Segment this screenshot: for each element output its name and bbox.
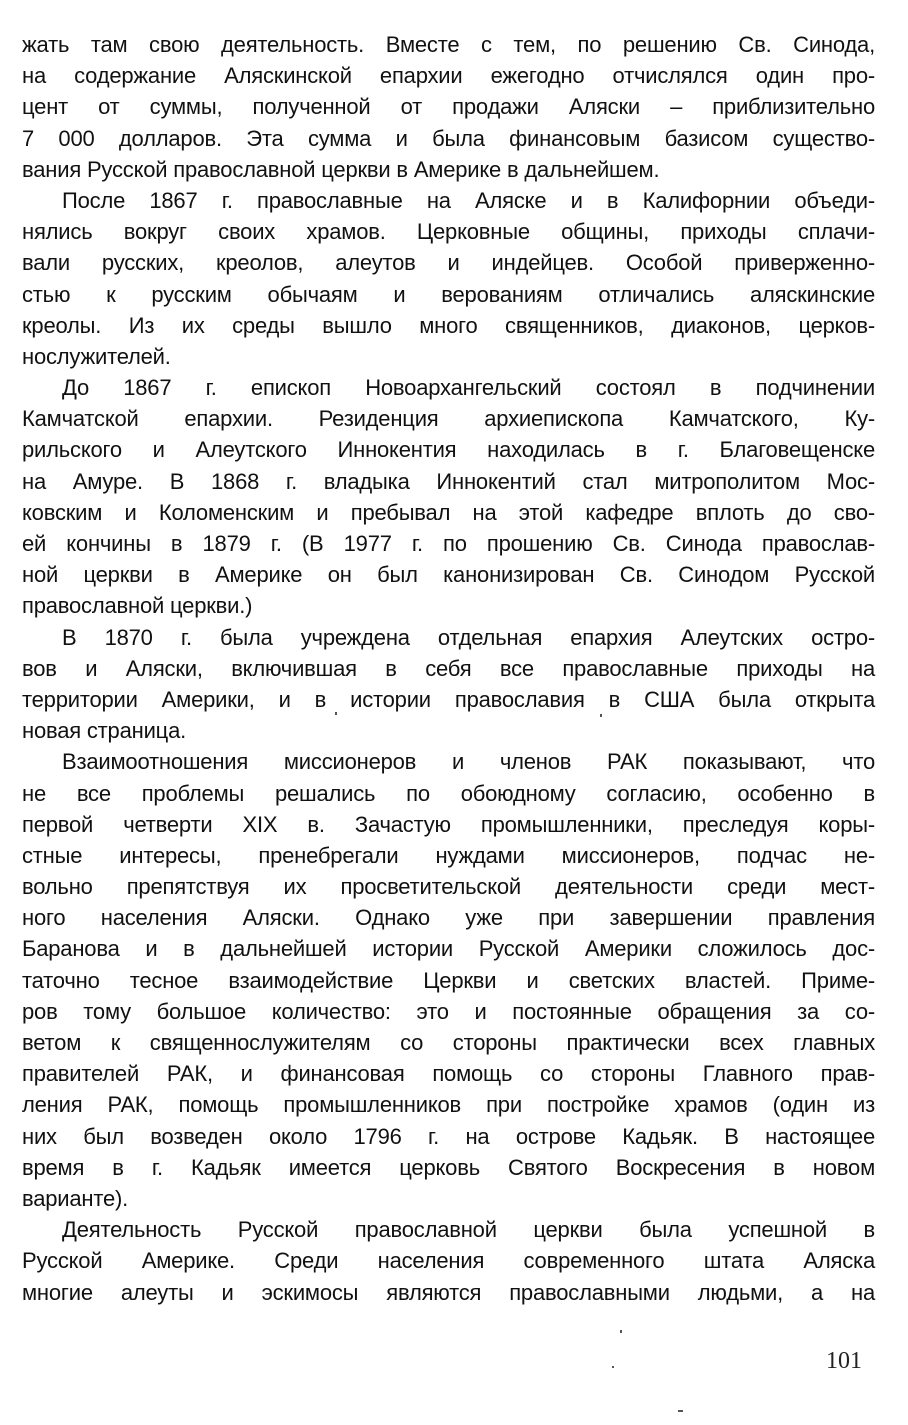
text-line: варианте). [22,1185,129,1211]
text-line: стью к русским обычаям и верованиям отличались аляскинские [22,281,875,307]
text-line: многие алеуты и эскимосы являются православными людьми, а на [22,1279,875,1305]
text-line: нослужителей. [22,343,171,369]
text-line: ного населения Аляски. Однако уже при завершении правления [22,905,875,931]
text-line: креолы. Из их среды вышло много священников, диаконов, церков- [22,312,875,338]
text-line: ей кончины в 1879 г. (В 1977 г. по прошению Св. Синода православ- [22,531,875,556]
text-line: не все проблемы решались по обоюдному согласию, особенно в [22,780,875,806]
scan-speck [612,1366,614,1368]
text-line: После 1867 г. православные на Аляске и в Калифорнии объеди- [62,187,875,213]
text-line: В 1870 г. была учреждена отдельная епархия Алеутских остро- [62,624,875,650]
text-line: Баранова и в дальнейшей истории Русской Америки сложилось дос- [22,936,875,962]
paragraph [22,1214,875,1308]
text-line: ров тому большое количество: это и постоянные обращения за со- [22,998,875,1024]
text-line: на Амуре. В 1868 г. владыка Иннокентий стал митрополитом Мос- [22,468,875,494]
text-line: таточно тесное взаимодействие Церкви и светских властей. Приме- [22,967,875,993]
text-line: жать там свою деятельность. Вместе с тем, по решению Св. Синода, [22,32,875,57]
text-line: вания Русской православной церкви в Америке в дальнейшем. [22,156,660,182]
paragraph [22,29,875,185]
text-line: них был возведен около 1796 г. на острове Кадьяк. В настоящее [22,1123,875,1149]
text-line: ковским и Коломенским и пребывал на этой кафедре вплоть до сво- [22,499,875,525]
text-line: 7 000 долларов. Эта сумма и была финансовым базисом существо- [22,125,875,151]
text-line: Взаимоотношения миссионеров и членов РАК показывают, что [62,749,875,775]
text-line: До 1867 г. епископ Новоархангельский состоял в подчинении [62,375,875,401]
text-line: территории Америки, и в истории православия в США была открыта [22,686,875,712]
text-line: вольно препятствуя их просветительской деятельности среди мест- [22,874,875,900]
text-line: ной церкви в Америке он был канонизирован Св. Синодом Русской [22,562,875,588]
text-line: ветом к священнослужителям со стороны практически всех главных [22,1030,875,1055]
text-line: вали русских, креолов, алеутов и индейцев. Особой приверженно- [22,250,875,276]
text-line: вов и Аляски, включившая в себя все православные приходы на [22,655,875,681]
text-line: время в г. Кадьяк имеется церковь Святого Воскресения в новом [22,1154,875,1180]
paragraph [22,185,875,372]
text-line: ления РАК, помощь промышленников при постройке храмов (один из [22,1092,875,1118]
scan-speck [678,1410,683,1412]
paragraph [22,622,875,747]
text-line: новая страница. [22,718,187,744]
scan-speck [600,714,602,717]
text-line: стные интересы, пренебрегали нуждами миссионеров, подчас не- [22,842,875,868]
paragraph [22,746,875,1214]
text-line: рильского и Алеутского Иннокентия находилась в г. Благовещенске [22,437,875,463]
page-number: 101 [826,1348,862,1374]
text-line: на содержание Аляскинской епархии ежегодно отчислялся один про- [22,63,875,89]
text-line: цент от суммы, полученной от продажи Аляски – приблизительно [22,94,875,120]
text-line: Деятельность Русской православной церкви была успешной в [62,1217,875,1243]
scan-speck [620,1330,622,1333]
paragraph [22,372,875,622]
text-line: первой четверти XIX в. Зачастую промышленники, преследуя коры- [22,811,875,837]
text-line: православной церкви.) [22,593,253,619]
scan-speck [335,712,337,715]
text-line: Русской Америке. Среди населения современного штата Аляска [22,1248,875,1274]
page-body-text [22,29,875,1308]
text-line: правителей РАК, и финансовая помощь со стороны Главного прав- [22,1061,875,1087]
text-line: Камчатской епархии. Резиденция архиепископа Камчатского, Ку- [22,406,875,432]
text-line: нялись вокруг своих храмов. Церковные общины, приходы сплачи- [22,219,875,245]
